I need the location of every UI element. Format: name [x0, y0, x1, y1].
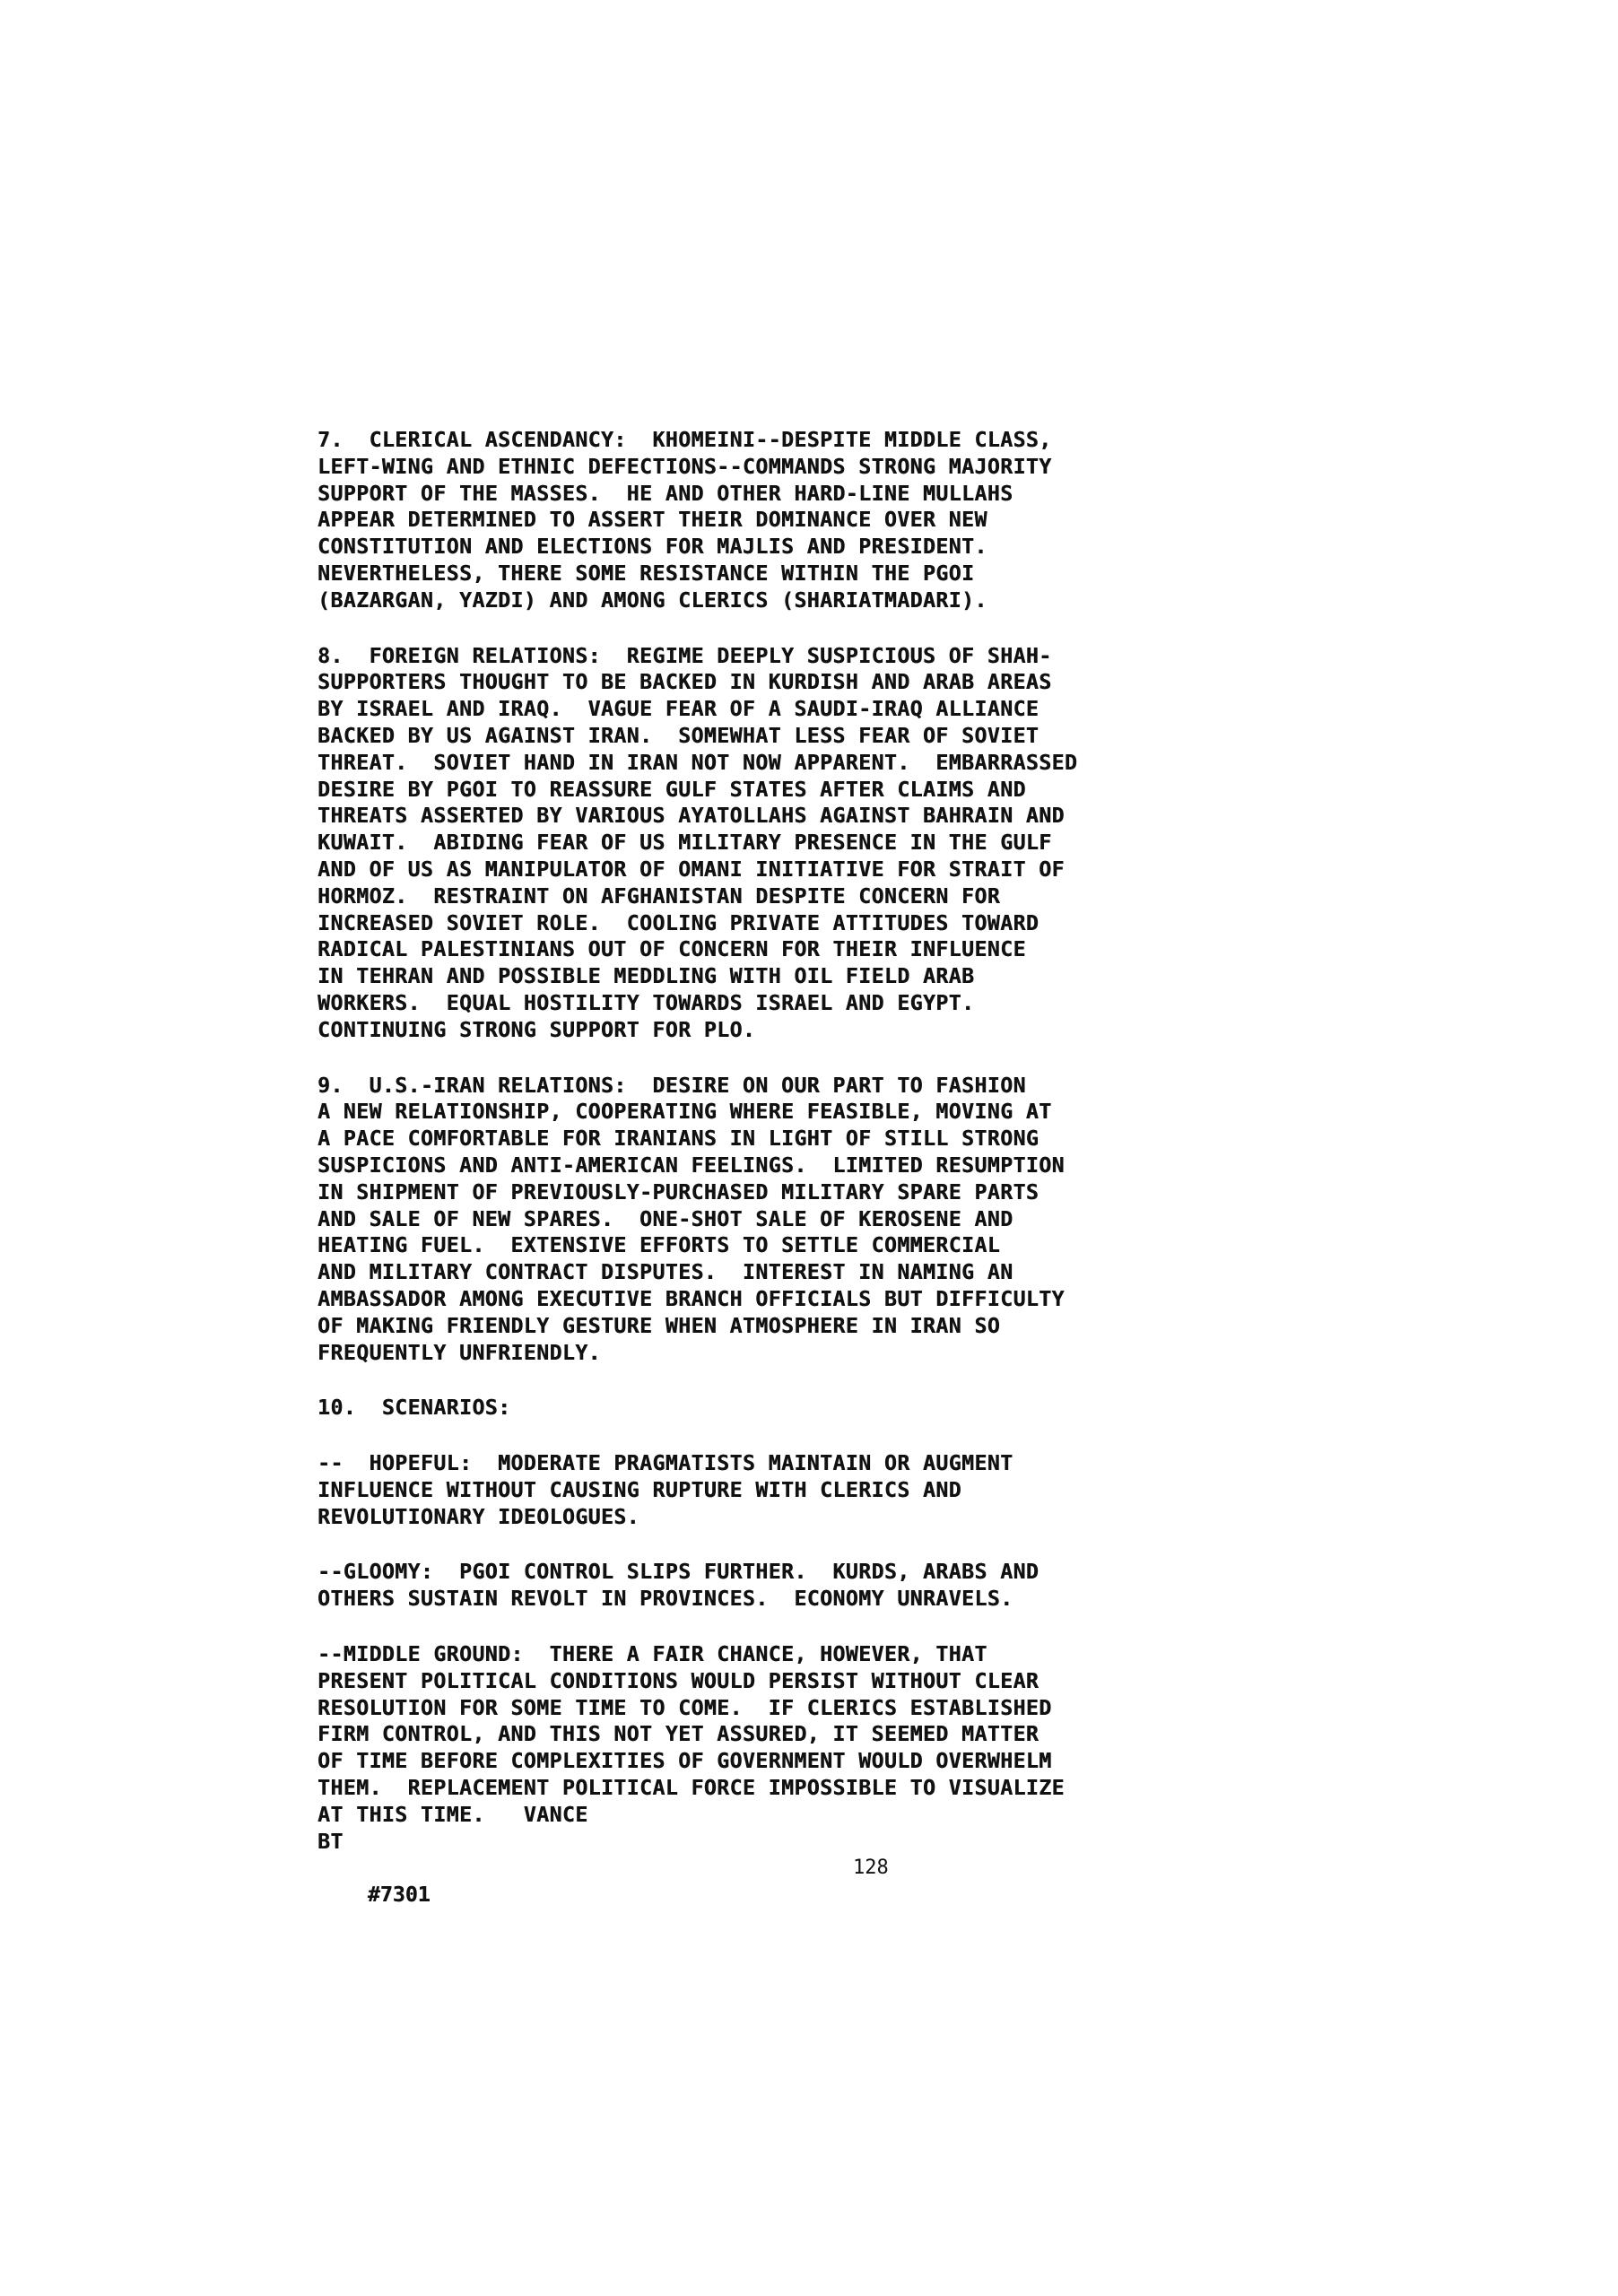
text-line: THREATS ASSERTED BY VARIOUS AYATOLLAHS AGAINST BAHRAIN AND	[318, 804, 1065, 829]
text-line: APPEAR DETERMINED TO ASSERT THEIR DOMINANCE OVER NEW	[318, 508, 987, 533]
text-line: SUSPICIONS AND ANTI-AMERICAN FEELINGS. LIMITED RESUMPTION	[318, 1152, 1065, 1178]
paragraph-spacer	[318, 1044, 1268, 1073]
paragraph-scenario-middle-ground	[318, 1641, 1268, 1855]
text-line: DESIRE BY PGOI TO REASSURE GULF STATES AFTER CLAIMS AND	[318, 777, 1026, 802]
text-line: THEM. REPLACEMENT POLITICAL FORCE IMPOSSIBLE TO VISUALIZE	[318, 1776, 1065, 1801]
text-line: A NEW RELATIONSHIP, COOPERATING WHERE FEASIBLE, MOVING AT	[318, 1100, 1052, 1125]
text-line: AT THIS TIME. VANCE	[318, 1802, 588, 1827]
text-line: AMBASSADOR AMONG EXECUTIVE BRANCH OFFICIALS BUT DIFFICULTY	[318, 1286, 1065, 1311]
text-line: 9. U.S.-IRAN RELATIONS: DESIRE ON OUR PART TO FASHION	[318, 1073, 1026, 1098]
paragraph-spacer	[318, 1422, 1268, 1450]
paragraph-scenarios-heading	[318, 1395, 1268, 1422]
text-line: 10. SCENARIOS:	[318, 1396, 511, 1421]
cable-document	[318, 427, 1268, 1908]
text-line: FREQUENTLY UNFRIENDLY.	[318, 1340, 601, 1365]
text-line: LEFT-WING AND ETHNIC DEFECTIONS--COMMANDS STRONG MAJORITY	[318, 454, 1052, 479]
text-line: NEVERTHELESS, THERE SOME RESISTANCE WITHIN THE PGOI	[318, 561, 975, 586]
text-line: INFLUENCE WITHOUT CAUSING RUPTURE WITH CLERICS AND	[318, 1477, 962, 1502]
text-line: IN TEHRAN AND POSSIBLE MEDDLING WITH OIL FIELD ARAB	[318, 964, 975, 989]
text-line: OTHERS SUSTAIN REVOLT IN PROVINCES. ECONOMY UNRAVELS.	[318, 1587, 1013, 1612]
paragraph-foreign-relations	[318, 643, 1268, 1044]
text-line: A PACE COMFORTABLE FOR IRANIANS IN LIGHT OF STILL STRONG	[318, 1126, 1040, 1152]
text-line: OF MAKING FRIENDLY GESTURE WHEN ATMOSPHERE IN IRAN SO	[318, 1313, 1001, 1338]
paragraph-scenario-gloomy	[318, 1559, 1268, 1613]
message-number: #7301	[367, 1883, 431, 1908]
text-line: SUPPORT OF THE MASSES. HE AND OTHER HARD-LINE MULLAHS	[318, 481, 1013, 506]
text-line: WORKERS. EQUAL HOSTILITY TOWARDS ISRAEL AND EGYPT.	[318, 990, 975, 1015]
text-line: AND OF US AS MANIPULATOR OF OMANI INITIATIVE FOR STRAIT OF	[318, 857, 1065, 882]
text-line: CONSTITUTION AND ELECTIONS FOR MAJLIS AND PRESIDENT.	[318, 535, 987, 560]
text-line: BY ISRAEL AND IRAQ. VAGUE FEAR OF A SAUDI-IRAQ ALLIANCE	[318, 697, 1040, 722]
text-line: --MIDDLE GROUND: THERE A FAIR CHANCE, HOWEVER, THAT	[318, 1642, 987, 1667]
text-line: IN SHIPMENT OF PREVIOUSLY-PURCHASED MILITARY SPARE PARTS	[318, 1179, 1040, 1205]
text-line: 8. FOREIGN RELATIONS: REGIME DEEPLY SUSPICIOUS OF SHAH-	[318, 643, 1052, 668]
text-line: HORMOZ. RESTRAINT ON AFGHANISTAN DESPITE CONCERN FOR	[318, 883, 1001, 909]
paragraph-us-iran-relations	[318, 1073, 1268, 1367]
text-line: 7. CLERICAL ASCENDANCY: KHOMEINI--DESPITE MIDDLE CLASS,	[318, 428, 1052, 452]
paragraph-spacer	[318, 614, 1268, 643]
paragraph-scenario-hopeful	[318, 1450, 1268, 1530]
text-line: RESOLUTION FOR SOME TIME TO COME. IF CLERICS ESTABLISHED	[318, 1695, 1052, 1720]
text-line: SUPPORTERS THOUGHT TO BE BACKED IN KURDISH AND ARAB AREAS	[318, 670, 1052, 695]
text-line: THREAT. SOVIET HAND IN IRAN NOT NOW APPARENT. EMBARRASSED	[318, 750, 1078, 775]
paragraph-spacer	[318, 1530, 1268, 1559]
page-footer	[318, 1855, 1268, 1908]
text-line: (BAZARGAN, YAZDI) AND AMONG CLERICS (SHARIATMADARI).	[318, 587, 987, 613]
text-line: BACKED BY US AGAINST IRAN. SOMEWHAT LESS FEAR OF SOVIET	[318, 723, 1040, 748]
text-line: BT	[318, 1829, 344, 1854]
text-line: AND SALE OF NEW SPARES. ONE-SHOT SALE OF KEROSENE AND	[318, 1206, 1013, 1231]
text-line: REVOLUTIONARY IDEOLOGUES.	[318, 1504, 640, 1529]
text-line: PRESENT POLITICAL CONDITIONS WOULD PERSIST WITHOUT CLEAR	[318, 1668, 1040, 1693]
paragraph-spacer	[318, 1366, 1268, 1395]
page-number: 128	[853, 1857, 889, 1880]
text-line: --GLOOMY: PGOI CONTROL SLIPS FURTHER. KURDS, ARABS AND	[318, 1560, 1040, 1585]
text-line: FIRM CONTROL, AND THIS NOT YET ASSURED, IT SEEMED MATTER	[318, 1722, 1040, 1747]
paragraph-spacer	[318, 1613, 1268, 1641]
text-line: AND MILITARY CONTRACT DISPUTES. INTEREST IN NAMING AN	[318, 1260, 1013, 1285]
text-line: RADICAL PALESTINIANS OUT OF CONCERN FOR THEIR INFLUENCE	[318, 937, 1026, 962]
text-line: INCREASED SOVIET ROLE. COOLING PRIVATE ATTITUDES TOWARD	[318, 910, 1040, 935]
text-line: -- HOPEFUL: MODERATE PRAGMATISTS MAINTAIN OR AUGMENT	[318, 1451, 1013, 1476]
text-line: CONTINUING STRONG SUPPORT FOR PLO.	[318, 1017, 756, 1042]
text-line: HEATING FUEL. EXTENSIVE EFFORTS TO SETTLE COMMERCIAL	[318, 1233, 1001, 1258]
text-line: KUWAIT. ABIDING FEAR OF US MILITARY PRESENCE IN THE GULF	[318, 831, 1052, 856]
paragraph-clerical-ascendancy	[318, 427, 1268, 614]
text-line: OF TIME BEFORE COMPLEXITIES OF GOVERNMENT WOULD OVERWHELM	[318, 1749, 1052, 1774]
